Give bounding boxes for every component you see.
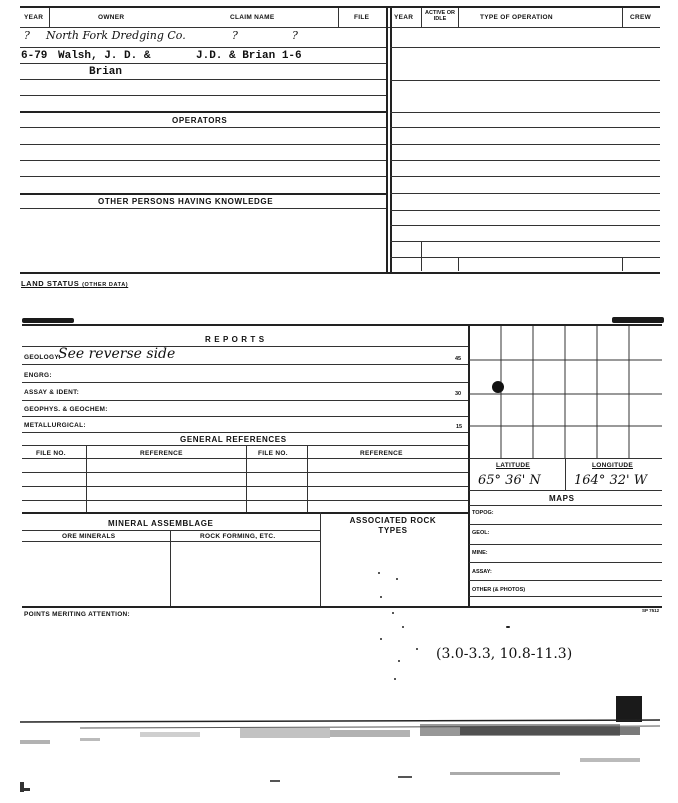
op-row-line [390, 225, 660, 226]
row-line [20, 144, 386, 145]
op-row-line [390, 193, 660, 194]
divider [421, 8, 422, 28]
op-row-line [390, 144, 660, 145]
scan-speck [378, 572, 380, 574]
op-row-line [390, 47, 660, 48]
ink-smudge [612, 317, 664, 323]
row-line [469, 544, 662, 545]
other-persons-top-line [20, 193, 386, 195]
op-row-line [390, 160, 660, 161]
op-divider [622, 257, 623, 271]
maps-assay: ASSAY: [472, 569, 492, 575]
number-15: 15 [456, 424, 463, 430]
interval-note: (3.0-3.3, 10.8-11.3) [436, 646, 573, 662]
row-line [20, 79, 386, 80]
row-line [22, 400, 468, 401]
engrg-label: ENGRG: [24, 372, 52, 379]
geology-label: GEOLOGY: [24, 354, 61, 361]
row-line [22, 382, 468, 383]
op-row-line [390, 176, 660, 177]
general-references-heading: GENERAL REFERENCES [180, 435, 287, 444]
scan-speck [380, 638, 382, 640]
row-line [20, 208, 386, 209]
op-row-line [390, 257, 660, 258]
header-year-2: YEAR [394, 14, 414, 21]
header-year: YEAR [24, 14, 44, 21]
divider [622, 8, 623, 28]
points-meriting-attention-label: POINTS MERITING ATTENTION: [24, 611, 131, 618]
header-owner: OWNER [98, 14, 125, 21]
row-line [22, 458, 468, 459]
ref-reference-2: REFERENCE [360, 450, 403, 457]
maps-other-photos: OTHER (& PHOTOS) [472, 587, 526, 593]
latitude-value: 65° 36' N [478, 473, 541, 488]
ref-divider [307, 445, 308, 512]
header-bottom-line [20, 27, 660, 28]
geology-value: See reverse side [58, 346, 176, 362]
divider [458, 8, 459, 28]
row-line [20, 47, 386, 48]
reports-heading: R E P O R T S [205, 335, 265, 344]
row-line [20, 127, 386, 128]
maps-topog: TOPOG: [472, 510, 494, 516]
geophys-label: GEOPHYS. & GEOCHEM: [24, 406, 108, 413]
op-row-line [390, 241, 660, 242]
number-45: 45 [455, 356, 462, 362]
row-line [20, 63, 386, 64]
associated-rock-types-heading: ASSOCIATED ROCK TYPES [349, 516, 437, 535]
row-line [469, 580, 662, 581]
ref-divider [246, 445, 247, 512]
op-row-line [390, 210, 660, 211]
row2-year: 6-79 [21, 50, 48, 62]
row3-owner: Brian [89, 66, 123, 78]
row-line [20, 176, 386, 177]
row-line [22, 364, 468, 365]
latlon-divider [565, 458, 566, 490]
header-file: FILE [354, 14, 370, 21]
other-persons-heading: OTHER PERSONS HAVING KNOWLEDGE [98, 197, 274, 206]
divider [49, 8, 50, 28]
scan-speck [394, 678, 396, 680]
row-line [22, 541, 320, 542]
scan-speck [398, 660, 400, 662]
row-line [469, 490, 662, 491]
ref-file-no-1: FILE NO. [36, 450, 66, 457]
row-line [22, 432, 468, 433]
metallurgical-label: METALLURGICAL: [24, 422, 86, 429]
scan-noise-band [20, 700, 668, 795]
row2-owner: Walsh, J. D. & [58, 50, 151, 62]
row1-year: ? [24, 29, 30, 42]
row-line [20, 95, 386, 96]
longitude-value: 164° 32' W [574, 473, 648, 488]
op-divider [421, 241, 422, 271]
ref-divider [86, 445, 87, 512]
scan-speck [402, 626, 404, 628]
row1-claim: ? [232, 29, 238, 42]
assay-ident-label: ASSAY & IDENT: [24, 389, 80, 396]
land-status-heading: LAND STATUS (OTHER DATA) [21, 279, 129, 288]
operators-heading: OPERATORS [172, 116, 228, 125]
scan-speck [396, 578, 398, 580]
mineral-top-line [22, 512, 468, 514]
row-line [22, 416, 468, 417]
op-row-line [390, 80, 660, 81]
row-line [20, 160, 386, 161]
operators-top-line [20, 111, 386, 113]
scan-speck [380, 596, 382, 598]
maps-mine: MINE: [472, 550, 488, 556]
row1-owner: North Fork Dredging Co. [46, 29, 186, 42]
header-type-of-operation: TYPE OF OPERATION [480, 14, 553, 21]
header-crew: CREW [630, 14, 652, 21]
top-border [20, 6, 660, 8]
row-line [469, 524, 662, 525]
ore-minerals-label: ORE MINERALS [62, 533, 116, 540]
ref-reference-1: REFERENCE [140, 450, 183, 457]
top-table-bottom [20, 272, 660, 274]
location-marker-icon [492, 381, 504, 393]
center-divider [386, 8, 388, 273]
row-line [22, 445, 468, 446]
row1-extra: ? [292, 29, 298, 42]
row-line [469, 505, 662, 506]
scan-speck [506, 626, 510, 628]
row-line [22, 530, 320, 531]
maps-geol: GEOL: [472, 530, 490, 536]
mineral-divider [170, 530, 171, 606]
divider [338, 8, 339, 28]
row-line [22, 472, 468, 473]
header-claim-name: CLAIM NAME [230, 14, 275, 21]
maps-heading: MAPS [549, 494, 575, 503]
scan-speck [392, 612, 394, 614]
row-line [22, 486, 468, 487]
row-line [22, 500, 468, 501]
header-active-idle: ACTIVE OR IDLE [425, 10, 455, 22]
ink-smudge [22, 318, 74, 323]
latitude-label: LATITUDE [496, 462, 531, 469]
row2-claim: J.D. & Brian 1-6 [196, 50, 302, 62]
op-divider [458, 257, 459, 271]
mineral-assemblage-heading: MINERAL ASSEMBLAGE [108, 519, 214, 528]
longitude-label: LONGITUDE [592, 462, 633, 469]
op-row-line [390, 127, 660, 128]
scan-speck [416, 648, 418, 650]
ref-file-no-2: FILE NO. [258, 450, 288, 457]
form-code: SP 7512 [642, 608, 660, 613]
row-line [469, 596, 662, 597]
rock-forming-label: ROCK FORMING, ETC. [200, 533, 276, 540]
op-row-line [390, 112, 660, 113]
row-line [469, 562, 662, 563]
number-30: 30 [455, 391, 462, 397]
mineral-divider [320, 512, 321, 606]
reports-bottom-line [22, 606, 662, 608]
